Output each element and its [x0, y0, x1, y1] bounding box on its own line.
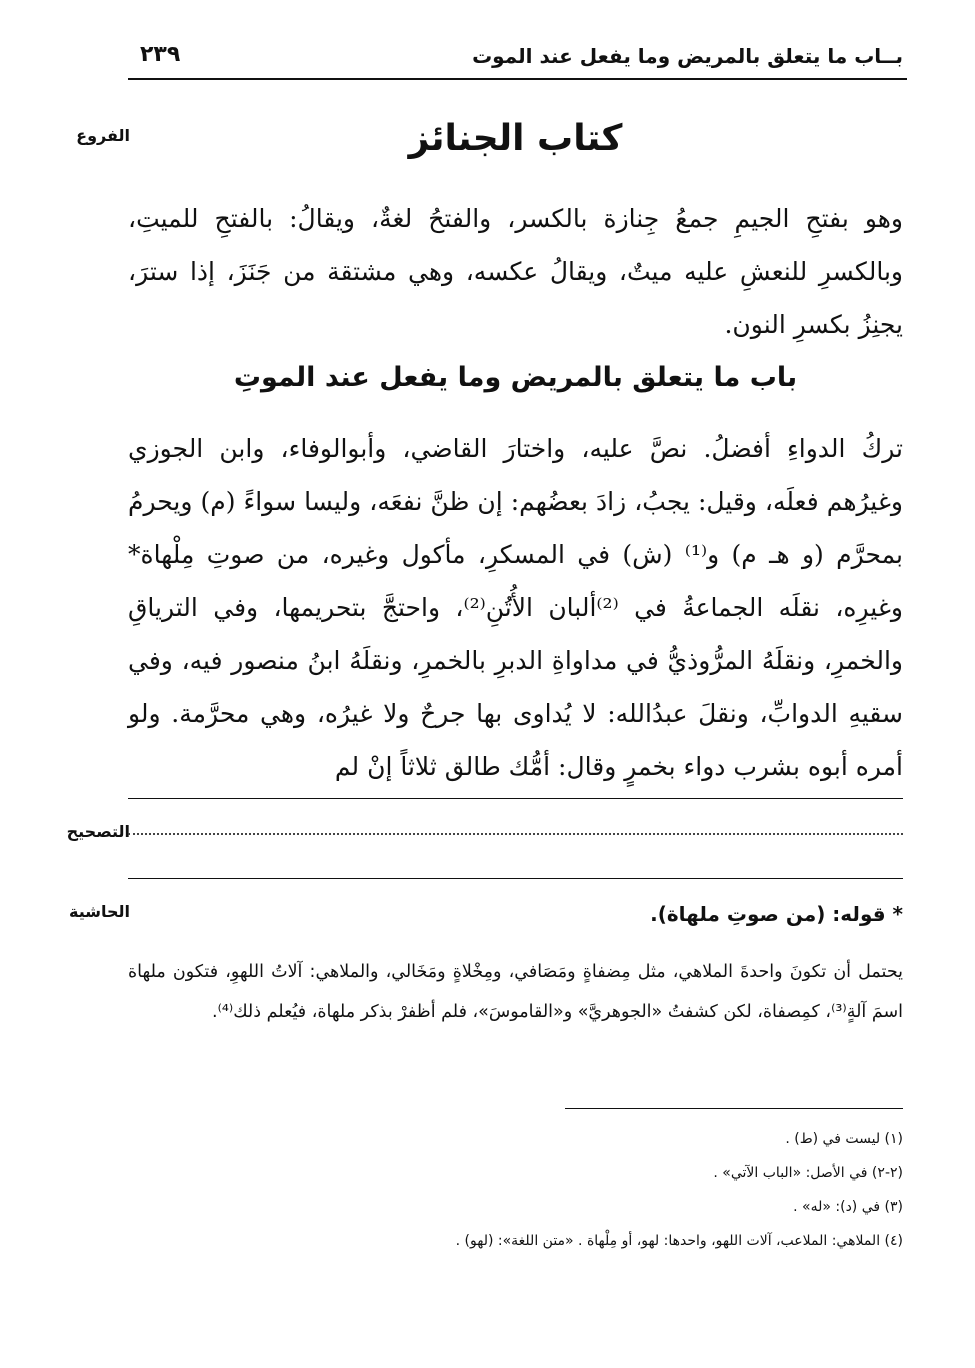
book-title: كتاب الجنائز — [408, 118, 623, 159]
margin-label-tashih: التصحيح — [66, 822, 130, 841]
hashiya-body: يحتمل أن تكونَ واحدةَ الملاهي، مثل مِضفاةٍ ومَصَافي، ومِخْلاةٍ ومَخَالي، والملاهي: آلاتُ اللهوِ، فتكون ملهاة اسمَ آلةٍ⁽³⁾، كمِصفاة، لكن كشفتُ «الجوهريَّ» و«القاموسَ»، فلم أظفرْ بذكر ملهاة، فيُعلم ذلك⁽⁴⁾. — [128, 962, 903, 1022]
footnote-rule — [565, 1108, 903, 1109]
margin-label-hashiya: الحاشية — [69, 902, 130, 921]
intro-paragraph: وهو بفتحِ الجيمِ جمعُ جِنازة بالكسر، والفتحُ لغةٌ، ويقالُ: بالفتحِ للميتِ، وبالكسرِ للنعشِ عليه ميتٌ، ويقالُ عكسه، وهي مشتقة من جَنَزَ، إذا سترَ، يجنِزُ بكسرِ النون. — [128, 204, 903, 339]
footnotes — [128, 1122, 903, 1258]
tashih-bottom-rule — [128, 878, 903, 879]
chapter-paragraph: تركُ الدواءِ أفضلُ. نصَّ عليه، واختارَ القاضي، وأبوالوفاء، وابن الجوزي وغيرُهم فعلَه، وقيل: يجبُ، زادَ بعضُهم: إن ظنَّ نفعَه، وليسا سواءً (م) ويحرمُ بمحرَّم (و هـ م) و⁽¹⁾ (ش) في المسكرِ، مأكول وغيره، من صوتِ مِلْهاة* وغيرِه، نقلَه الجماعةُ في ⁽²⁾ألبان الأُتُنِ⁽²⁾، واحتجَّ بتحريمها، وفي الترياقِ والخمرِ، ونقلَهُ المرُّوذيُّ في مداواةِ الدبرِ بالخمرِ، ونقلَهُ ابنُ منصور فيه، وفي سقيهِ الدوابِّ، ونقلَ عبدُالله: لا يُداوى بها جرحٌ ولا غيرُه، وهي محرَّمة. ولو أمره أبوه بشرب دواء بخمرٍ وقال: أمُّك طالق ثلاثاً إنْ لم — [128, 434, 903, 781]
tashih-dotted-line — [128, 833, 903, 835]
header-rule — [128, 78, 907, 80]
hashiya-title: * قوله: (من صوتِ ملهاة). — [650, 902, 903, 926]
page-number: ٢٣٩ — [140, 42, 181, 67]
footnote-2: (٢-٢) في الأصل: «الباب الآتي» . — [713, 1165, 903, 1181]
footnote-1: (١) ليست في (ط) . — [785, 1131, 903, 1147]
tashih-top-rule — [128, 798, 903, 799]
footnote-3: (٣) في (د): «له» . — [793, 1199, 903, 1215]
footnote-4: (٤) الملاهي: الملاعب، آلات اللهو، واحدها: لهو، أو مِلْهاة . «متن اللغة»: (لهو) . — [455, 1233, 903, 1249]
chapter-heading: باب ما يتعلق بالمريض وما يفعل عند الموتِ — [233, 362, 798, 393]
running-head: بــاب ما يتعلق بالمريض وما يفعل عند الموت — [472, 44, 903, 68]
margin-label-furu: الفروع — [76, 126, 130, 145]
